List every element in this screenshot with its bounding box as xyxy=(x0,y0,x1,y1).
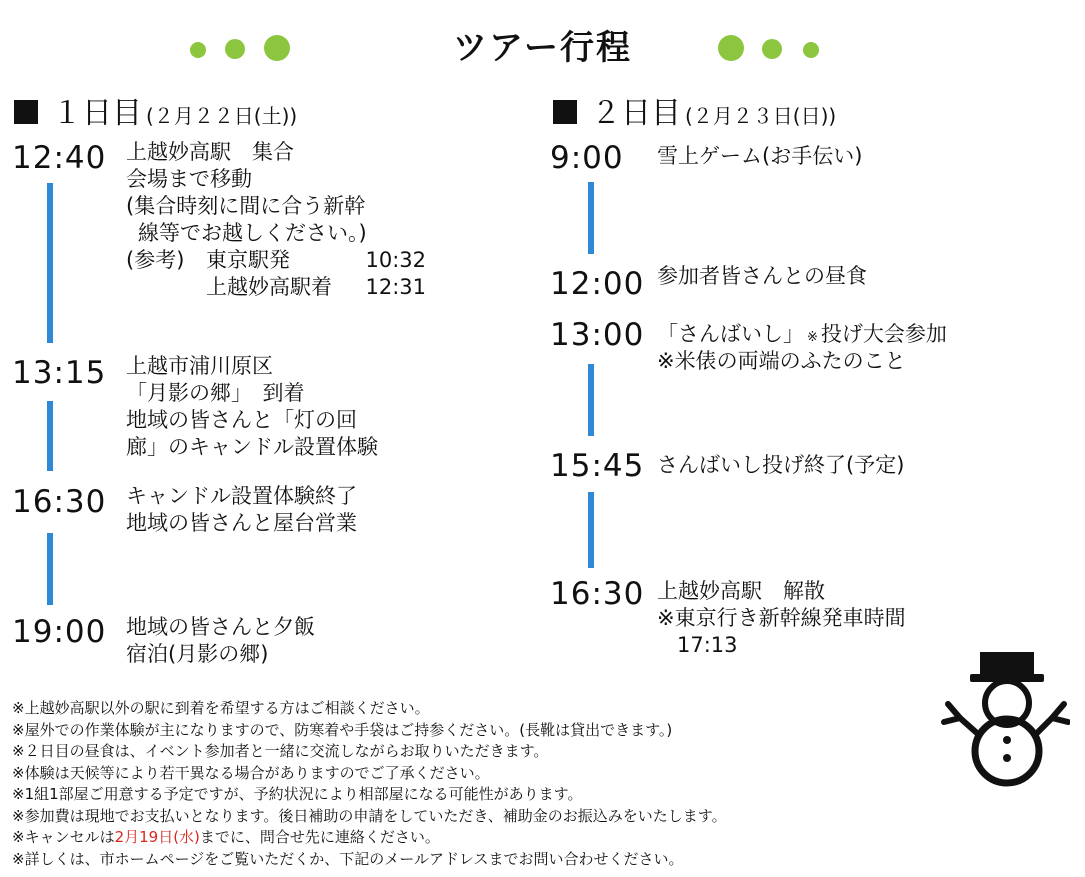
note-item: ※上越妙高駅以外の駅に到着を希望する方はご相談ください。 xyxy=(12,699,430,717)
event-line: 宿泊(月影の郷) xyxy=(126,642,269,666)
note-item: ※参加費は現地でお支払いとなります。後日補助の申請をしていただき、補助金のお振込みをいたします。 xyxy=(12,806,727,825)
reference-station: 東京駅発 xyxy=(206,248,290,272)
day2-event-4 xyxy=(657,452,904,479)
day2-time-1: 9:00 xyxy=(550,140,624,176)
day2-time-5: 16:30 xyxy=(550,576,645,612)
timeline-bar xyxy=(588,182,594,254)
event-line: 線等でお越しください。) xyxy=(138,221,367,245)
reference-row xyxy=(126,274,426,301)
note-item xyxy=(12,827,727,849)
notes-list xyxy=(12,698,727,870)
day2-event-2 xyxy=(657,263,867,290)
day2-event-1 xyxy=(657,143,862,170)
event-line: さんばいし投げ終了(予定) xyxy=(657,453,905,477)
event-line: 17:13 xyxy=(677,633,738,657)
event-line: 地域の皆さんと夕飯 xyxy=(126,615,315,639)
timeline-bar xyxy=(588,364,594,436)
page-title: ツアー行程 xyxy=(453,28,632,68)
event-line: 地域の皆さんと屋台営業 xyxy=(126,511,357,535)
note-item: ※２日目の昼食は、イベント参加者と一緒に交流しながらお取りいただきます。 xyxy=(12,742,549,760)
event-line: (集合時刻に間に合う新幹 xyxy=(126,194,366,218)
event-text: 「さんばいし」 xyxy=(657,322,804,346)
day2-date: (２月２３日(日)) xyxy=(685,104,837,128)
timeline-bar xyxy=(588,492,594,568)
decor-dot xyxy=(190,42,206,58)
event-line: 廊」のキャンドル設置体験 xyxy=(126,435,378,459)
note-item: ※詳しくは、市ホームページをご覧いただくか、下記のメールアドレスまでお問い合わせください。 xyxy=(12,849,684,868)
decor-dot xyxy=(803,42,819,58)
timeline-bar xyxy=(47,533,53,605)
day1-time-1: 12:40 xyxy=(12,140,107,176)
event-line: 上越市浦川原区 xyxy=(126,354,273,378)
day1-label: １日目 xyxy=(52,96,142,131)
event-line: キャンドル設置体験終了 xyxy=(126,484,357,508)
event-line: 会場まで移動 xyxy=(126,167,252,191)
day2-event-5 xyxy=(657,578,906,659)
note-text: ※キャンセルは xyxy=(12,828,115,846)
event-line xyxy=(657,321,947,348)
event-line: ※東京行き新幹線発車時間 xyxy=(657,606,906,630)
event-line: 参加者皆さんとの昼食 xyxy=(657,264,867,288)
day2-label: ２日目 xyxy=(591,96,681,131)
note-text: までに、問合せ先に連絡ください。 xyxy=(199,828,440,846)
event-line: ※米俵の両端のふたのこと xyxy=(657,349,906,373)
decor-dot xyxy=(225,39,245,59)
day1-heading xyxy=(14,88,297,132)
reference-station: 上越妙高駅着 xyxy=(206,275,332,299)
note-item: ※屋外での作業体験が主になりますので、防寒着や手袋はご持参ください。(長靴は貸出できます。) xyxy=(12,720,673,739)
day1-event-1 xyxy=(126,139,426,301)
event-line: 地域の皆さんと「灯の回 xyxy=(126,408,357,432)
day2-time-4: 15:45 xyxy=(550,448,645,484)
square-bullet-icon xyxy=(14,100,38,124)
day1-event-2 xyxy=(126,353,378,461)
day2-time-2: 12:00 xyxy=(550,266,645,302)
snowman-icon xyxy=(940,648,1070,788)
timeline-bar xyxy=(47,401,53,471)
event-line: 雪上ゲーム(お手伝い) xyxy=(657,144,863,168)
reference-time: 10:32 xyxy=(365,248,426,272)
square-bullet-icon xyxy=(553,100,577,124)
reference-row xyxy=(126,247,426,274)
day1-time-3: 16:30 xyxy=(12,484,107,520)
reference-time: 12:31 xyxy=(365,275,426,299)
event-line: 「月影の郷」 到着 xyxy=(126,381,305,405)
event-text: 投げ大会参加 xyxy=(820,322,947,346)
note-item: ※1組1部屋ご用意する予定ですが、予約状況により相部屋になる可能性があります。 xyxy=(12,785,583,803)
day1-event-3 xyxy=(126,483,357,537)
day1-time-2: 13:15 xyxy=(12,355,107,391)
reference-label: (参考) xyxy=(126,248,185,272)
note-item: ※体験は天候等により若干異なる場合がありますのでご了承ください。 xyxy=(12,763,490,782)
day2-time-3: 13:00 xyxy=(550,317,645,353)
event-line: 上越妙高駅 解散 xyxy=(657,579,825,603)
day1-event-4 xyxy=(126,614,315,668)
day2-heading xyxy=(553,88,836,132)
day1-time-4: 19:00 xyxy=(12,614,107,650)
decor-dot xyxy=(264,35,290,61)
day2-event-3 xyxy=(657,321,947,375)
cancel-deadline: 2月19日(水) xyxy=(114,828,200,846)
event-line: 上越妙高駅 集合 xyxy=(126,140,294,164)
footnote-mark: ※ xyxy=(807,330,818,345)
decor-dot xyxy=(762,39,782,59)
day1-date: (２月２２日(土)) xyxy=(146,104,298,128)
timeline-bar xyxy=(47,183,53,343)
decor-dot xyxy=(718,35,744,61)
